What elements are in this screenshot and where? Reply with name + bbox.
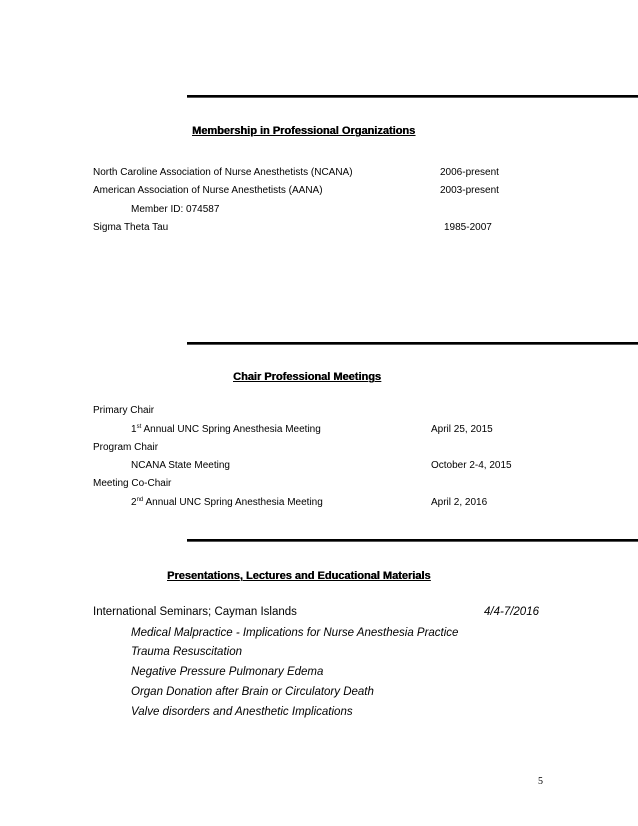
ordinal-number: 2 [131, 497, 137, 508]
chair-date: April 25, 2015 [431, 424, 493, 435]
membership-dates: 2003-present [440, 185, 499, 196]
chair-meeting [131, 424, 321, 436]
section-divider [187, 539, 638, 541]
chair-role: Primary Chair [93, 405, 155, 416]
presentation-topic: Valve disorders and Anesthetic Implications [131, 706, 353, 718]
presentation-topic: Organ Donation after Brain or Circulatory Death [131, 686, 374, 698]
meeting-name: Annual UNC Spring Anesthesia Meeting [141, 424, 321, 435]
section-divider [187, 95, 638, 97]
chair-role: Meeting Co-Chair [93, 478, 172, 489]
presentation-topic: Medical Malpractice - Implications for Nurse Anesthesia Practice [131, 627, 459, 639]
membership-heading: Membership in Professional Organizations [192, 125, 416, 137]
member-id: Member ID: 074587 [131, 204, 220, 215]
presentation-date: 4/4-7/2016 [484, 606, 539, 618]
presentation-venue: International Seminars; Cayman Islands [93, 606, 297, 618]
ordinal-number: 1 [131, 424, 137, 435]
chair-meeting [131, 497, 323, 509]
chair-meeting: NCANA State Meeting [131, 460, 230, 471]
chair-role: Program Chair [93, 442, 159, 453]
membership-dates: 1985-2007 [444, 222, 492, 233]
ordinal-suffix: st [136, 424, 142, 430]
membership-org: North Caroline Association of Nurse Anesthetists (NCANA) [93, 167, 353, 178]
chair-date: April 2, 2016 [431, 497, 488, 508]
presentations-heading: Presentations, Lectures and Educational Materials [167, 570, 431, 582]
meeting-name: Annual UNC Spring Anesthesia Meeting [143, 497, 323, 508]
page-number: 5 [538, 776, 543, 787]
membership-org: Sigma Theta Tau [93, 222, 169, 233]
presentation-topic: Negative Pressure Pulmonary Edema [131, 666, 324, 678]
chair-date: October 2-4, 2015 [431, 460, 512, 471]
chair-heading: Chair Professional Meetings [233, 371, 381, 383]
membership-org: American Association of Nurse Anesthetists (AANA) [93, 185, 323, 196]
membership-dates: 2006-present [440, 167, 499, 178]
ordinal-suffix: nd [136, 497, 144, 503]
section-divider [187, 342, 638, 344]
presentation-topic: Trauma Resuscitation [131, 646, 242, 658]
